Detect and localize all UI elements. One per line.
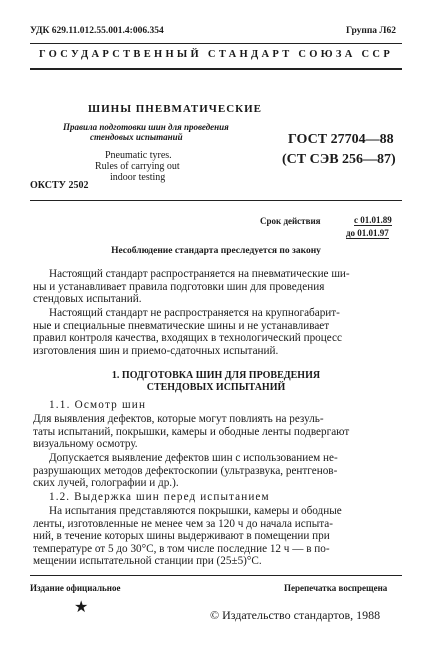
- udk-code: УДК 629.11.012.55.001.4:006.354: [30, 26, 164, 36]
- item-1-2-text: [33, 505, 399, 568]
- text-line: ные и специальные пневматические шины и не устанавливает: [33, 319, 330, 332]
- okstu-code: ОКСТУ 2502: [30, 180, 89, 191]
- subtitle-ru-line2: стендовых испытаний: [90, 132, 183, 142]
- intro-paragraph-2: [33, 307, 399, 357]
- text-line: визуальному осмотру.: [33, 438, 138, 451]
- validity-to: до 01.01.97: [346, 228, 389, 238]
- copyright: © Издательство стандартов, 1988: [210, 608, 381, 622]
- section-1-title-line2: СТЕНДОВЫХ ИСПЫТАНИЙ: [146, 382, 286, 393]
- gost-number: ГОСТ 27704—88: [288, 132, 394, 147]
- group-code: Группа Л62: [346, 26, 397, 36]
- subtitle-en-line1: Pneumatic tyres.: [105, 150, 172, 161]
- reprint-prohibited: Перепечатка воспрещена: [284, 583, 388, 593]
- text-line: Для выявления дефектов, которые могут повлиять на резуль-: [33, 413, 324, 425]
- validity-from: с 01.01.89: [354, 215, 392, 225]
- text-line: температуре от 5 до 30°С, в том числе последние 12 ч — в по-: [33, 542, 330, 555]
- item-1-1-text: [33, 413, 399, 451]
- official-edition: Издание официальное: [30, 583, 121, 593]
- text-line: таты испытаний, покрышки, камеры и ободные ленты подвергают: [33, 425, 350, 438]
- text-line: На испытания представляются покрышки, камеры и ободные: [49, 505, 342, 517]
- state-standard-heading: ГОСУДАРСТВЕННЫЙ СТАНДАРТ СОЮЗА ССР: [38, 49, 394, 60]
- title-rule: [30, 200, 402, 201]
- standard-title: ШИНЫ ПНЕВМАТИЧЕСКИЕ: [88, 103, 263, 115]
- text-line: Допускается выявление дефектов шин с использованием не-: [49, 452, 338, 464]
- item-1-1-text-2: [33, 452, 399, 490]
- header-rule-bottom: [30, 68, 402, 70]
- st-sev-number: (СТ СЭВ 256—87): [282, 152, 396, 167]
- item-1-2-heading: 1.2. Выдержка шин перед испытанием: [49, 491, 270, 503]
- intro-paragraph-1: [33, 268, 399, 306]
- text-line: правил контроля качества, входящих в технологический процесс: [33, 332, 342, 345]
- star-icon: ★: [74, 597, 89, 616]
- law-notice: Несоблюдение стандарта преследуется по закону: [111, 246, 321, 256]
- subtitle-en-line2: Rules of carrying out: [95, 161, 180, 172]
- section-1-title: [30, 370, 402, 394]
- validity-label: Срок действия: [260, 216, 321, 226]
- text-line: мещении испытательной станции при (25±5)°С.: [33, 555, 262, 568]
- text-line: ны и устанавливает правила подготовки шин для проведения: [33, 280, 325, 293]
- item-1-1-heading: 1.1. Осмотр шин: [49, 399, 147, 411]
- text-line: ских лучей, голографии и др.).: [33, 477, 179, 490]
- text-line: стендовых испытаний.: [33, 293, 142, 306]
- text-line: изготовления шин и приемо-сдаточных испытаний.: [33, 344, 279, 357]
- text-line: ленты, изготовленные не менее чем за 120 ч до начала испыта-: [33, 517, 333, 530]
- footer-rule: [30, 575, 402, 576]
- text-line: ний, в течение которых шины выдерживают в помещении при: [33, 530, 330, 543]
- text-line: разрушающих методов дефектоскопии (ультразвука, рентгенов-: [33, 464, 338, 477]
- text-line: Настоящий стандарт не распространяется на крупногабарит-: [49, 307, 340, 319]
- section-1-title-line1: 1. ПОДГОТОВКА ШИН ДЛЯ ПРОВЕДЕНИЯ: [111, 370, 321, 381]
- header-rule-top: [30, 43, 402, 44]
- subtitle-ru-line1: Правила подготовки шин для проведения: [63, 122, 229, 132]
- subtitle-en-line3: indoor testing: [110, 172, 166, 183]
- text-line: Настоящий стандарт распространяется на пневматические ши-: [49, 268, 350, 280]
